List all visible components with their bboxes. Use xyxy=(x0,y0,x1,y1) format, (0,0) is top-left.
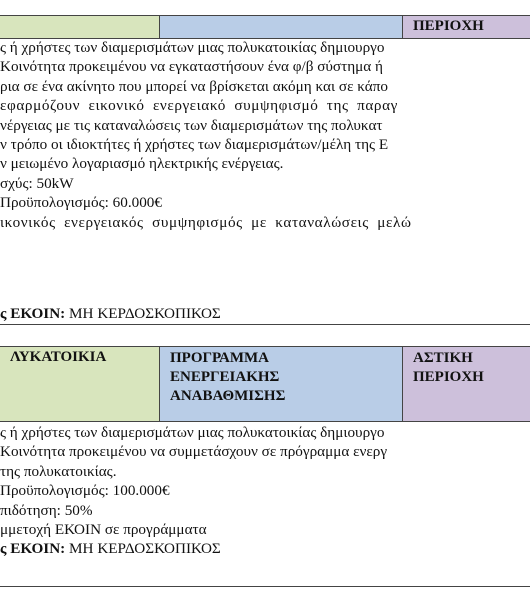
table1-footer-value: ΜΗ ΚΕΡΔΟΣΚΟΠΙΚΟΣ xyxy=(69,305,221,322)
table2-header-middle-line: ΑΝΑΒΑΘΜΙΣΗΣ xyxy=(170,388,286,404)
table1-footer-label: ς ΕΚΟΙΝ: xyxy=(0,305,66,322)
table1-line: ικονικός ενεργειακός συμψηφισμός με καταναλώσεις μελώ xyxy=(0,213,412,231)
table1-line: Κοινότητα προκειμένου να εγκαταστήσουν ένα φ/β σύστημα ή xyxy=(0,58,383,76)
table2-header-row xyxy=(0,346,530,422)
table1-header-cell-middle xyxy=(160,16,403,38)
table1-line: ν μειωμένο λογαριασμό ηλεκτρικής ενέργειας. xyxy=(0,155,284,173)
table1-line: Προϋπολογισμός: 60.000€ xyxy=(0,194,162,212)
table1-description xyxy=(0,38,530,232)
table1-bottom-border xyxy=(0,324,530,325)
table1-line: σχύς: 50kW xyxy=(0,174,74,192)
table2-line: της πολυκατοικίας. xyxy=(0,462,117,480)
table2-description xyxy=(0,423,530,559)
table1-line: νέργειας με τις καταναλώσεις των διαμερισμάτων της πολυκατ xyxy=(0,116,383,134)
table2-bottom-border xyxy=(0,586,530,587)
table2-header-middle-line: ΕΝΕΡΓΕΙΑΚΗΣ xyxy=(170,369,280,385)
table2-footer-label: ς ΕΚΟΙΝ: xyxy=(0,540,66,558)
table1-header-cell-left xyxy=(0,16,160,38)
table2-header-cell-middle xyxy=(160,347,403,421)
table2-line: ς ή χρήστες των διαμερισμάτων μιας πολυκατοικίας δημιουργο xyxy=(0,424,385,441)
table1-line: ρια σε ένα ακίνητο που μπορεί να βρίσκεται ακόμη και σε κάπο xyxy=(0,77,388,95)
table1-header-row xyxy=(0,15,530,39)
table2-line: μμετοχή ΕΚΟΙΝ σε προγράμματα xyxy=(0,520,207,538)
table1-header-cell-right: ΠΕΡΙΟΧΗ xyxy=(403,16,530,38)
table2-line: Προϋπολογισμός: 100.000€ xyxy=(0,482,170,500)
table2-header-middle-line: ΠΡΟΓΡΑΜΜΑ xyxy=(170,350,269,366)
table2-header-left-text: ΛΥΚΑΤΟΙΚΙΑ xyxy=(10,349,107,365)
table2-footer-value: ΜΗ ΚΕΡΔΟΣΚΟΠΙΚΟΣ xyxy=(69,540,221,558)
table2-header-right-line: ΠΕΡΙΟΧΗ xyxy=(413,369,484,385)
table1-line: ν τρόπο οι ιδιοκτήτες ή χρήστες των διαμερισμάτων/μέλη της Ε xyxy=(0,135,389,153)
table2-header-right-line: ΑΣΤΙΚΗ xyxy=(413,350,473,366)
table2-line: πιδότηση: 50% xyxy=(0,501,93,519)
table1-line: ς ή χρήστες των διαμερισμάτων μιας πολυκατοικίας δημιουργο xyxy=(0,39,385,56)
table1-footer xyxy=(0,304,530,323)
table1-line: εφαρμόζουν εικονικό ενεργειακό συμψηφισμό της παραγ xyxy=(0,97,398,115)
table2-header-cell-left xyxy=(0,347,160,421)
table2-line: Κοινότητα προκειμένου να συμμετάσχουν σε πρόγραμμα ενεργ xyxy=(0,443,388,461)
table2-header-cell-right xyxy=(403,347,530,421)
